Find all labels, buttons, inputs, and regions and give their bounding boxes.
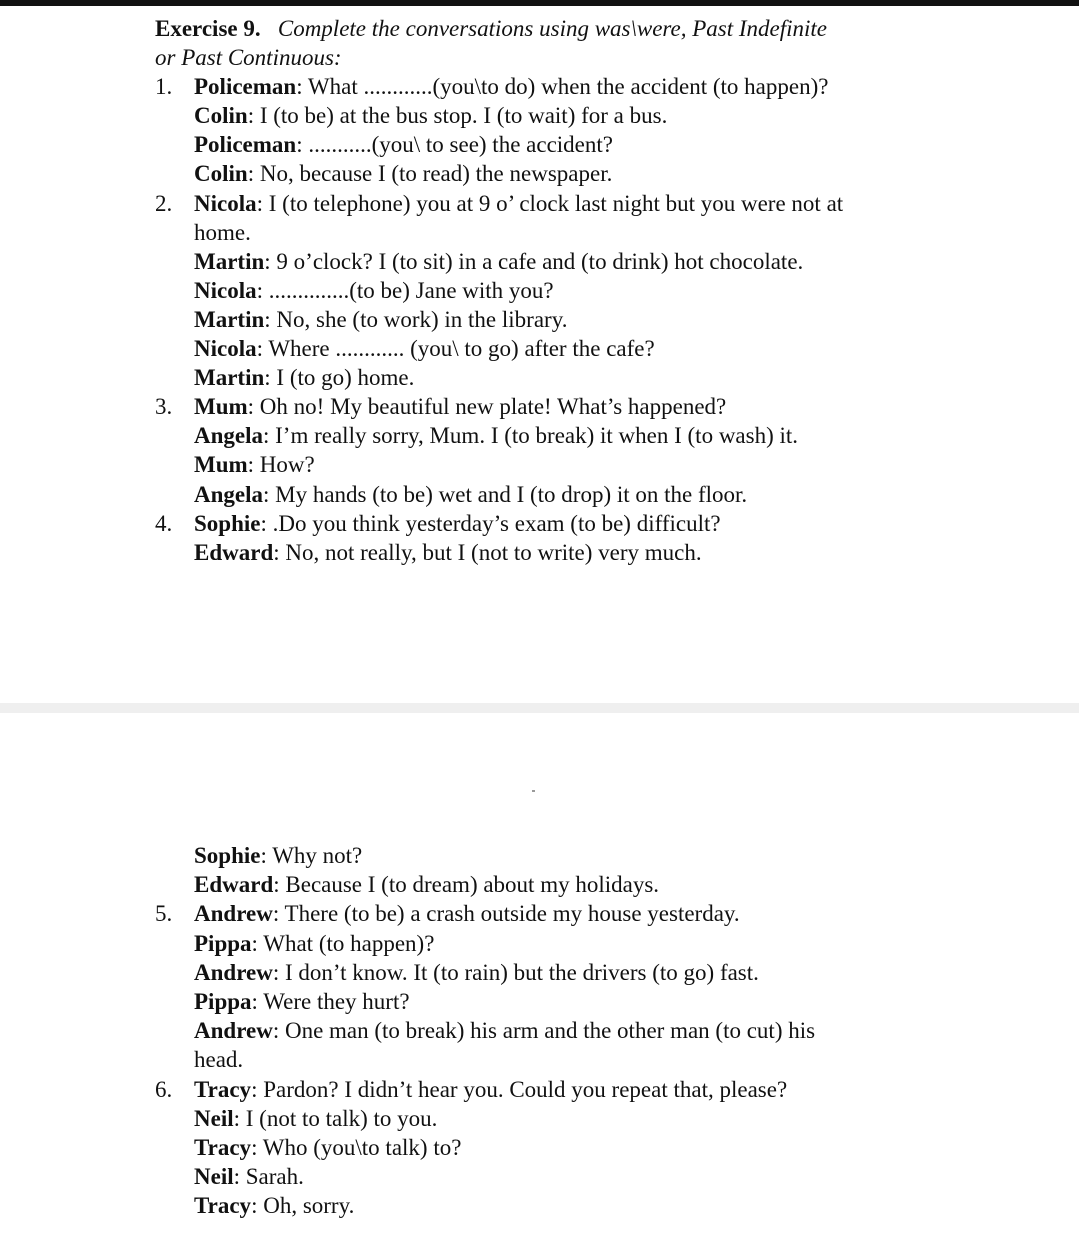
dialogue-line (194, 1104, 1055, 1133)
dialogue-line (194, 159, 1055, 188)
speaker-name: Mum (194, 394, 248, 420)
exercise-item (155, 1075, 1055, 1221)
exercise-dialogue (194, 189, 1055, 393)
dialogue-text: : .Do you think yesterday’s exam (to be) difficult? (260, 510, 721, 536)
exercise-dialogue (194, 72, 1055, 188)
dialogue-text: : How? (247, 452, 315, 478)
exercise-number: 2. (155, 190, 173, 216)
dialogue-text: : 9 o’clock? I (to sit) in a cafe and (to drink) hot chocolate. (264, 248, 804, 274)
exercise-title: Exercise 9. (155, 16, 261, 41)
page-gap (0, 703, 1079, 713)
speaker-name: Martin (194, 365, 265, 391)
dialogue-line (194, 1191, 1055, 1220)
dialogue-line (194, 929, 1055, 958)
dialogue-line (194, 1075, 1055, 1104)
dialogue-text: : I (to go) home. (264, 365, 415, 391)
speaker-name: Nicola (194, 190, 257, 216)
dialogue-text: : Because I (to dream) about my holidays. (273, 872, 660, 898)
dialogue-line (194, 841, 1055, 870)
exercise-item (155, 189, 1055, 393)
dialogue-line (194, 1133, 1055, 1162)
dialogue-text: : ...........(you\ to see) the accident? (296, 132, 613, 158)
dialogue-text: head. (194, 1047, 244, 1073)
dialogue-line (194, 958, 1055, 987)
dialogue-line (194, 870, 1055, 899)
speaker-name: Policeman (194, 74, 297, 100)
exercise-dialogue (194, 509, 1055, 567)
dialogue-text: : Pardon? I didn’t hear you. Could you repeat that, please? (251, 1076, 788, 1102)
dialogue-line (194, 450, 1055, 479)
speaker-name: Martin (194, 248, 265, 274)
speaker-name: Sophie (194, 843, 261, 868)
page-2 (155, 841, 1055, 1221)
dialogue-text: : Sarah. (233, 1164, 304, 1190)
speaker-name: Sophie (194, 510, 261, 536)
speaker-name: Pippa (194, 989, 252, 1015)
exercise-number: 5. (155, 901, 173, 927)
dialogue-line (194, 189, 1055, 218)
exercise-4-continuation (155, 841, 1055, 899)
dialogue-line (194, 101, 1055, 130)
exercise-item (155, 509, 1055, 567)
speaker-name: Neil (194, 1164, 234, 1190)
speaker-name: Andrew (194, 959, 273, 985)
dialogue-text: : Where ............ (you\ to go) after the cafe? (256, 336, 655, 362)
speaker-name: Martin (194, 306, 265, 332)
speaker-name: Angela (194, 481, 263, 507)
speaker-name: Policeman (194, 132, 297, 158)
exercise-heading (155, 14, 1055, 43)
dialogue-text: : I’m really sorry, Mum. I (to break) it when I (to wash) it. (263, 423, 799, 449)
dialogue-text: : Were they hurt? (251, 989, 410, 1015)
speaker-name: Colin (194, 161, 248, 187)
page-1 (155, 14, 1055, 567)
dialogue-line (194, 899, 1055, 928)
dialogue-text: : What (to happen)? (251, 930, 435, 956)
dialogue-line (194, 305, 1055, 334)
exercise-list-page-2 (155, 899, 1055, 1220)
exercise-dialogue (194, 1075, 1055, 1221)
exercise-item (155, 392, 1055, 508)
exercise-item (155, 899, 1055, 1074)
speaker-name: Neil (194, 1105, 234, 1131)
dialogue-line (194, 421, 1055, 450)
dialogue-text: : Who (you\to talk) to? (251, 1135, 462, 1161)
dialogue-line (194, 247, 1055, 276)
speaker-name: Andrew (194, 901, 273, 927)
speaker-name: Tracy (194, 1193, 252, 1219)
speaker-name: Nicola (194, 277, 257, 303)
dialogue-text: : What ............(you\to do) when the accident (to happen)? (296, 74, 829, 100)
dialogue-line (194, 1162, 1055, 1191)
speaker-name: Edward (194, 539, 274, 565)
dialogue-line (194, 218, 1055, 247)
dialogue-text: : There (to be) a crash outside my house yesterday. (272, 901, 740, 927)
dialogue-line (194, 1016, 1055, 1045)
dialogue-line (194, 509, 1055, 538)
exercise-number: 1. (155, 74, 173, 100)
dialogue-text: : Why not? (260, 843, 363, 868)
dialogue-text: : I (to be) at the bus stop. I (to wait) for a bus. (247, 103, 668, 129)
dialogue-text: : One man (to break) his arm and the other man (to cut) his (272, 1018, 816, 1044)
dialogue-text: : My hands (to be) wet and I (to drop) it on the floor. (263, 481, 748, 507)
dialogue-text: : No, because I (to read) the newspaper. (247, 161, 613, 187)
dialogue-text: : I don’t know. It (to rain) but the drivers (to go) fast. (272, 959, 759, 985)
speaker-name: Tracy (194, 1135, 252, 1161)
speaker-name: Tracy (194, 1076, 252, 1102)
dialogue-line (194, 1045, 1055, 1074)
dialogue-text: : I (not to talk) to you. (233, 1105, 438, 1131)
dialogue-line (194, 72, 1055, 101)
dialogue-line (194, 363, 1055, 392)
exercise-number: 3. (155, 394, 173, 420)
exercise-number: 4. (155, 510, 173, 536)
top-border (0, 0, 1079, 6)
exercise-item (155, 72, 1055, 188)
exercise-instruction-cont: or Past Continuous: (155, 45, 342, 71)
dialogue-text: : I (to telephone) you at 9 o’ clock last night but you were not at (256, 190, 844, 216)
dialogue-text: : Oh no! My beautiful new plate! What’s happened? (247, 394, 727, 420)
speaker-name: Nicola (194, 336, 257, 362)
speaker-name: Mum (194, 452, 248, 478)
exercise-instruction: Complete the conversations using was\were, Past Indefinite (277, 16, 828, 41)
exercise-dialogue (194, 899, 1055, 1074)
dialogue-text: : No, she (to work) in the library. (264, 306, 568, 332)
speaker-name: Angela (194, 423, 263, 449)
dialogue-line (194, 276, 1055, 305)
speaker-name: Colin (194, 103, 248, 129)
dialogue-line (194, 392, 1055, 421)
exercise-number: 6. (155, 1076, 173, 1102)
dialogue-text: : Oh, sorry. (251, 1193, 355, 1219)
dialogue-text: home. (194, 219, 251, 245)
dialogue-text: : No, not really, but I (not to write) very much. (273, 539, 702, 565)
dialogue-line (194, 987, 1055, 1016)
dialogue-line (194, 480, 1055, 509)
dialogue-text: : ..............(to be) Jane with you? (256, 277, 554, 303)
scan-speck (532, 790, 535, 792)
dialogue-line (194, 538, 1055, 567)
speaker-name: Pippa (194, 930, 252, 956)
dialogue-line (194, 130, 1055, 159)
exercise-dialogue (194, 392, 1055, 508)
exercise-list-page-1 (155, 72, 1055, 567)
speaker-name: Andrew (194, 1018, 273, 1044)
speaker-name: Edward (194, 872, 274, 898)
dialogue-line (194, 334, 1055, 363)
